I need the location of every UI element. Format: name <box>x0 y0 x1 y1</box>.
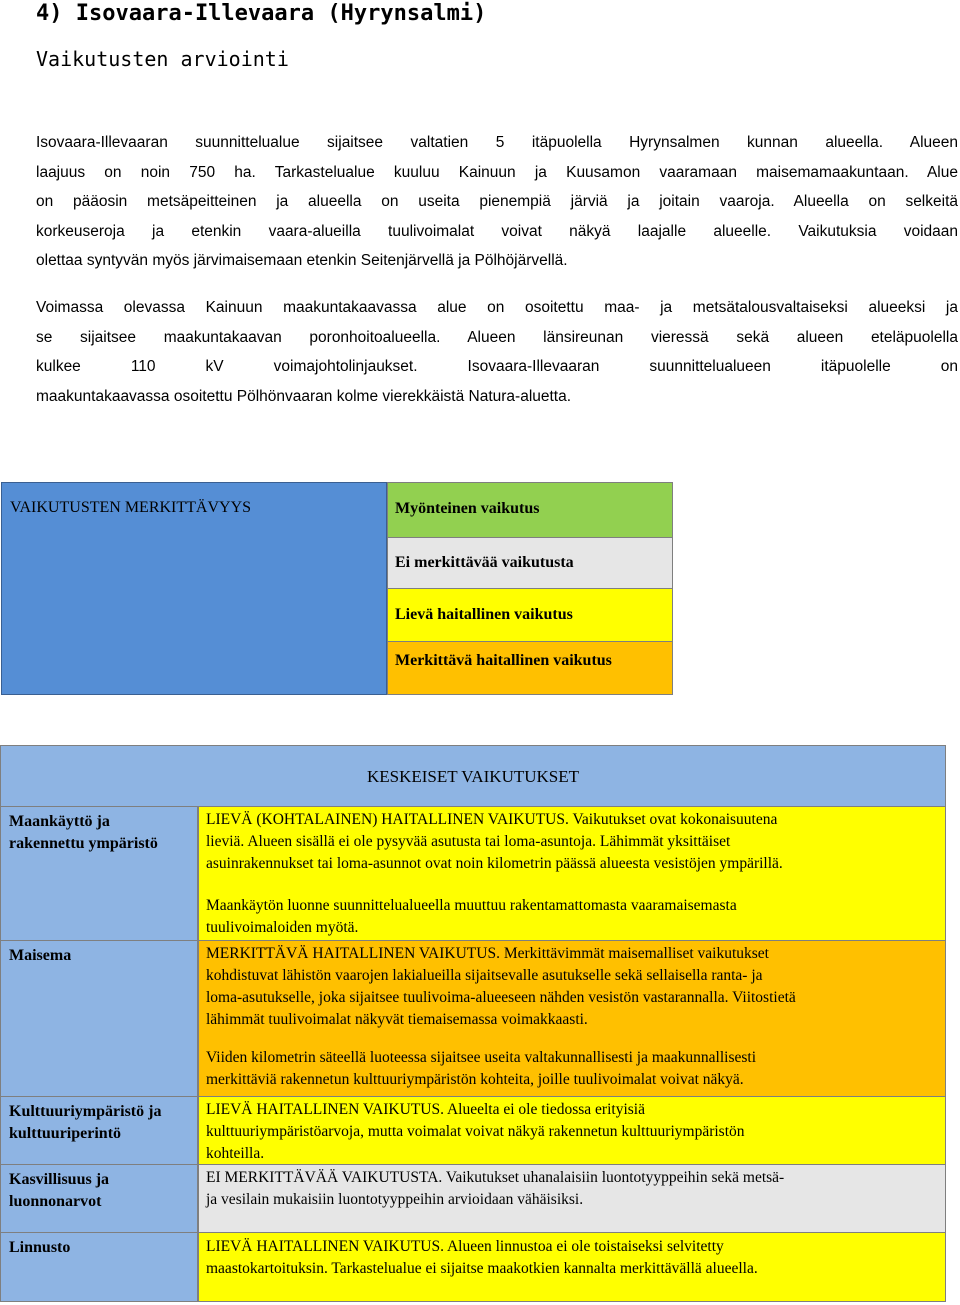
legend-title-cell <box>1 482 387 695</box>
effect-cell-land-use <box>198 806 946 941</box>
effect-line: LIEVÄ HAITALLINEN VAIKUTUS. Alueen linnustoa ei ole toistaiseksi selvitetty <box>206 1238 724 1255</box>
effect-line: ja vesilain mukaisiin luontotyyppeihin arvioidaan vähäisiksi. <box>206 1191 584 1208</box>
category-label <box>9 1169 109 1213</box>
effect-line: EI MERKITTÄVÄÄ VAIKUTUSTA. Vaikutukset uhanalaisiin luontotyyppeihin sekä metsä- <box>206 1169 785 1186</box>
legend-item-none <box>387 537 673 589</box>
legend-item-positive <box>387 482 673 538</box>
legend-title: VAIKUTUSTEN MERKITTÄVYYS <box>10 499 252 516</box>
legend-item-minor-negative <box>387 588 673 642</box>
category-cell-land-use <box>0 806 198 941</box>
intro-paragraph <box>36 128 958 276</box>
paragraph-line: korkeuseroja ja etenkin vaara-alueilla tuulivoimalat voivat näkyä laajalle alueelle. Vaikutuksia voidaan <box>36 222 958 240</box>
effect-line: kohdistuvat lähistön vaarojen lakialueilla sijaitsevalle asutukselle sekä sellaisella ranta- ja <box>206 967 763 984</box>
category-cell-birds <box>0 1232 198 1302</box>
effect-text <box>206 1099 946 1165</box>
legend-label: Ei merkittävää vaikutusta <box>395 554 574 571</box>
effect-text <box>206 1236 946 1280</box>
effect-cell-vegetation <box>198 1164 946 1233</box>
effect-line: loma-asutukselle, joka sijaitsee tuulivoima-alueeseen nähden vesistön vastarannalla. Viitostietä <box>206 989 796 1006</box>
effect-line: merkittäviä rakennetun kulttuuriympäristön kohteita, joille tuulivoimalat voivat näkyä. <box>206 1071 744 1088</box>
paragraph-line: Voimassa olevassa Kainuun maakuntakaavassa alue on osoitettu maa- ja metsätalousvaltaiseksi alueeksi ja <box>36 299 958 316</box>
paragraph-line: Isovaara-Illevaaran suunnittelualue sijaitsee valtatien 5 itäpuolella Hyrynsalmen kunnan alueella. Alueen <box>36 134 958 151</box>
legend-label: Merkittävä haitallinen vaikutus <box>395 652 612 669</box>
category-label <box>9 811 158 855</box>
paragraph-line: on pääosin metsäpeitteinen ja alueella on useita pienempiä järviä ja joitain vaaroja. Alueella on selkeitä <box>36 193 958 210</box>
paragraph-line: maakuntakaavassa osoitettu Pölhönvaaran kolme vierekkäistä Natura-aluetta. <box>36 387 572 405</box>
paragraph-line: kulkee 110 kV voimajohtolinjaukset. Isovaara-Illevaaran suunnittelualueen itäpuolelle on <box>36 358 958 375</box>
paragraph-line: se sijaitsee maakuntakaavan poronhoitoalueella. Alueen länsireunan vieressä sekä alueen eteläpuolella <box>36 328 958 346</box>
effect-line: tuulivoimaloiden myötä. <box>206 919 359 936</box>
significance-legend <box>1 482 674 695</box>
effect-line: kohteilla. <box>206 1145 265 1162</box>
effect-text <box>206 809 946 939</box>
page-heading: 4) Isovaara-Illevaara (Hyrynsalmi) <box>36 1 487 26</box>
effect-cell-birds <box>198 1232 946 1302</box>
category-label <box>9 945 71 967</box>
planning-paragraph <box>36 293 958 411</box>
effect-line: LIEVÄ (KOHTALAINEN) HAITALLINEN VAIKUTUS. Vaikutukset ovat kokonaisuutena <box>206 811 778 828</box>
effect-line: lähimmät tuulivoimalat näkyvät tiemaisemassa voimakkaasti. <box>206 1011 588 1028</box>
effects-title: KESKEISET VAIKUTUKSET <box>366 767 580 786</box>
legend-item-significant-negative <box>387 641 673 695</box>
effect-text <box>206 943 946 1091</box>
category-label-line: Linnusto <box>9 1239 71 1256</box>
legend-label: Lievä haitallinen vaikutus <box>395 606 573 623</box>
paragraph-line: laajuus on noin 750 ha. Tarkastelualue kuuluu Kainuun ja Kuusamon vaaramaan maisemamaakuntaan. Alue <box>36 163 958 181</box>
effect-line: lieviä. Alueen sisällä ei ole pysyvää asutusta tai loma-asuntoja. Lähimmät yksittäiset <box>206 833 731 850</box>
category-cell-vegetation <box>0 1164 198 1233</box>
key-effects-table <box>0 745 946 1303</box>
effect-line: Viiden kilometrin säteellä luoteessa sijaitsee useita valtakunnallisesti ja maakunnallisesti <box>206 1049 757 1066</box>
category-label <box>9 1101 161 1145</box>
effects-header <box>0 745 946 807</box>
section-subheading: Vaikutusten arviointi <box>36 47 289 71</box>
paragraph-line: olettaa syntyvän myös järvimaisemaan etenkin Seitenjärvellä ja Pölhöjärvellä. <box>36 252 568 269</box>
category-label-line: kulttuuriperintö <box>9 1125 122 1142</box>
category-cell-cultural-environment <box>0 1096 198 1165</box>
category-label-line: Maankäyttö ja <box>9 813 110 830</box>
effect-line: LIEVÄ HAITALLINEN VAIKUTUS. Alueelta ei ole tiedossa erityisiä <box>206 1101 645 1118</box>
effect-line: maastokartoituksin. Tarkastelualue ei sijaitse maakotkien kannalta merkittävällä alueella. <box>206 1260 758 1277</box>
category-label-line: Kulttuuriympäristö ja <box>9 1103 162 1120</box>
category-label-line: luonnonarvot <box>9 1193 102 1210</box>
legend-label: Myönteinen vaikutus <box>395 500 540 517</box>
category-label-line: Maisema <box>9 947 72 964</box>
effect-text <box>206 1167 946 1211</box>
category-cell-landscape <box>0 940 198 1097</box>
effect-line: MERKITTÄVÄ HAITALLINEN VAIKUTUS. Merkittävimmät maisemalliset vaikutukset <box>206 945 769 962</box>
category-label <box>9 1237 70 1259</box>
effect-line: kulttuuriympäristöarvoja, mutta voimalat voivat näkyä rakennetun kulttuuriympäristön <box>206 1123 745 1140</box>
effect-cell-landscape <box>198 940 946 1097</box>
paragraph-gap <box>206 875 946 895</box>
effect-line: Maankäytön luonne suunnittelualueella muuttuu rakentamattomasta vaaramaisemasta <box>206 897 737 914</box>
category-label-line: rakennettu ympäristö <box>9 835 158 852</box>
effect-cell-cultural-environment <box>198 1096 946 1165</box>
paragraph-gap <box>206 1031 946 1047</box>
effect-line: asuinrakennukset tai loma-asunnot ovat noin kilometrin päässä alueesta vesistöjen ympärillä. <box>206 855 783 872</box>
category-label-line: Kasvillisuus ja <box>9 1171 110 1188</box>
